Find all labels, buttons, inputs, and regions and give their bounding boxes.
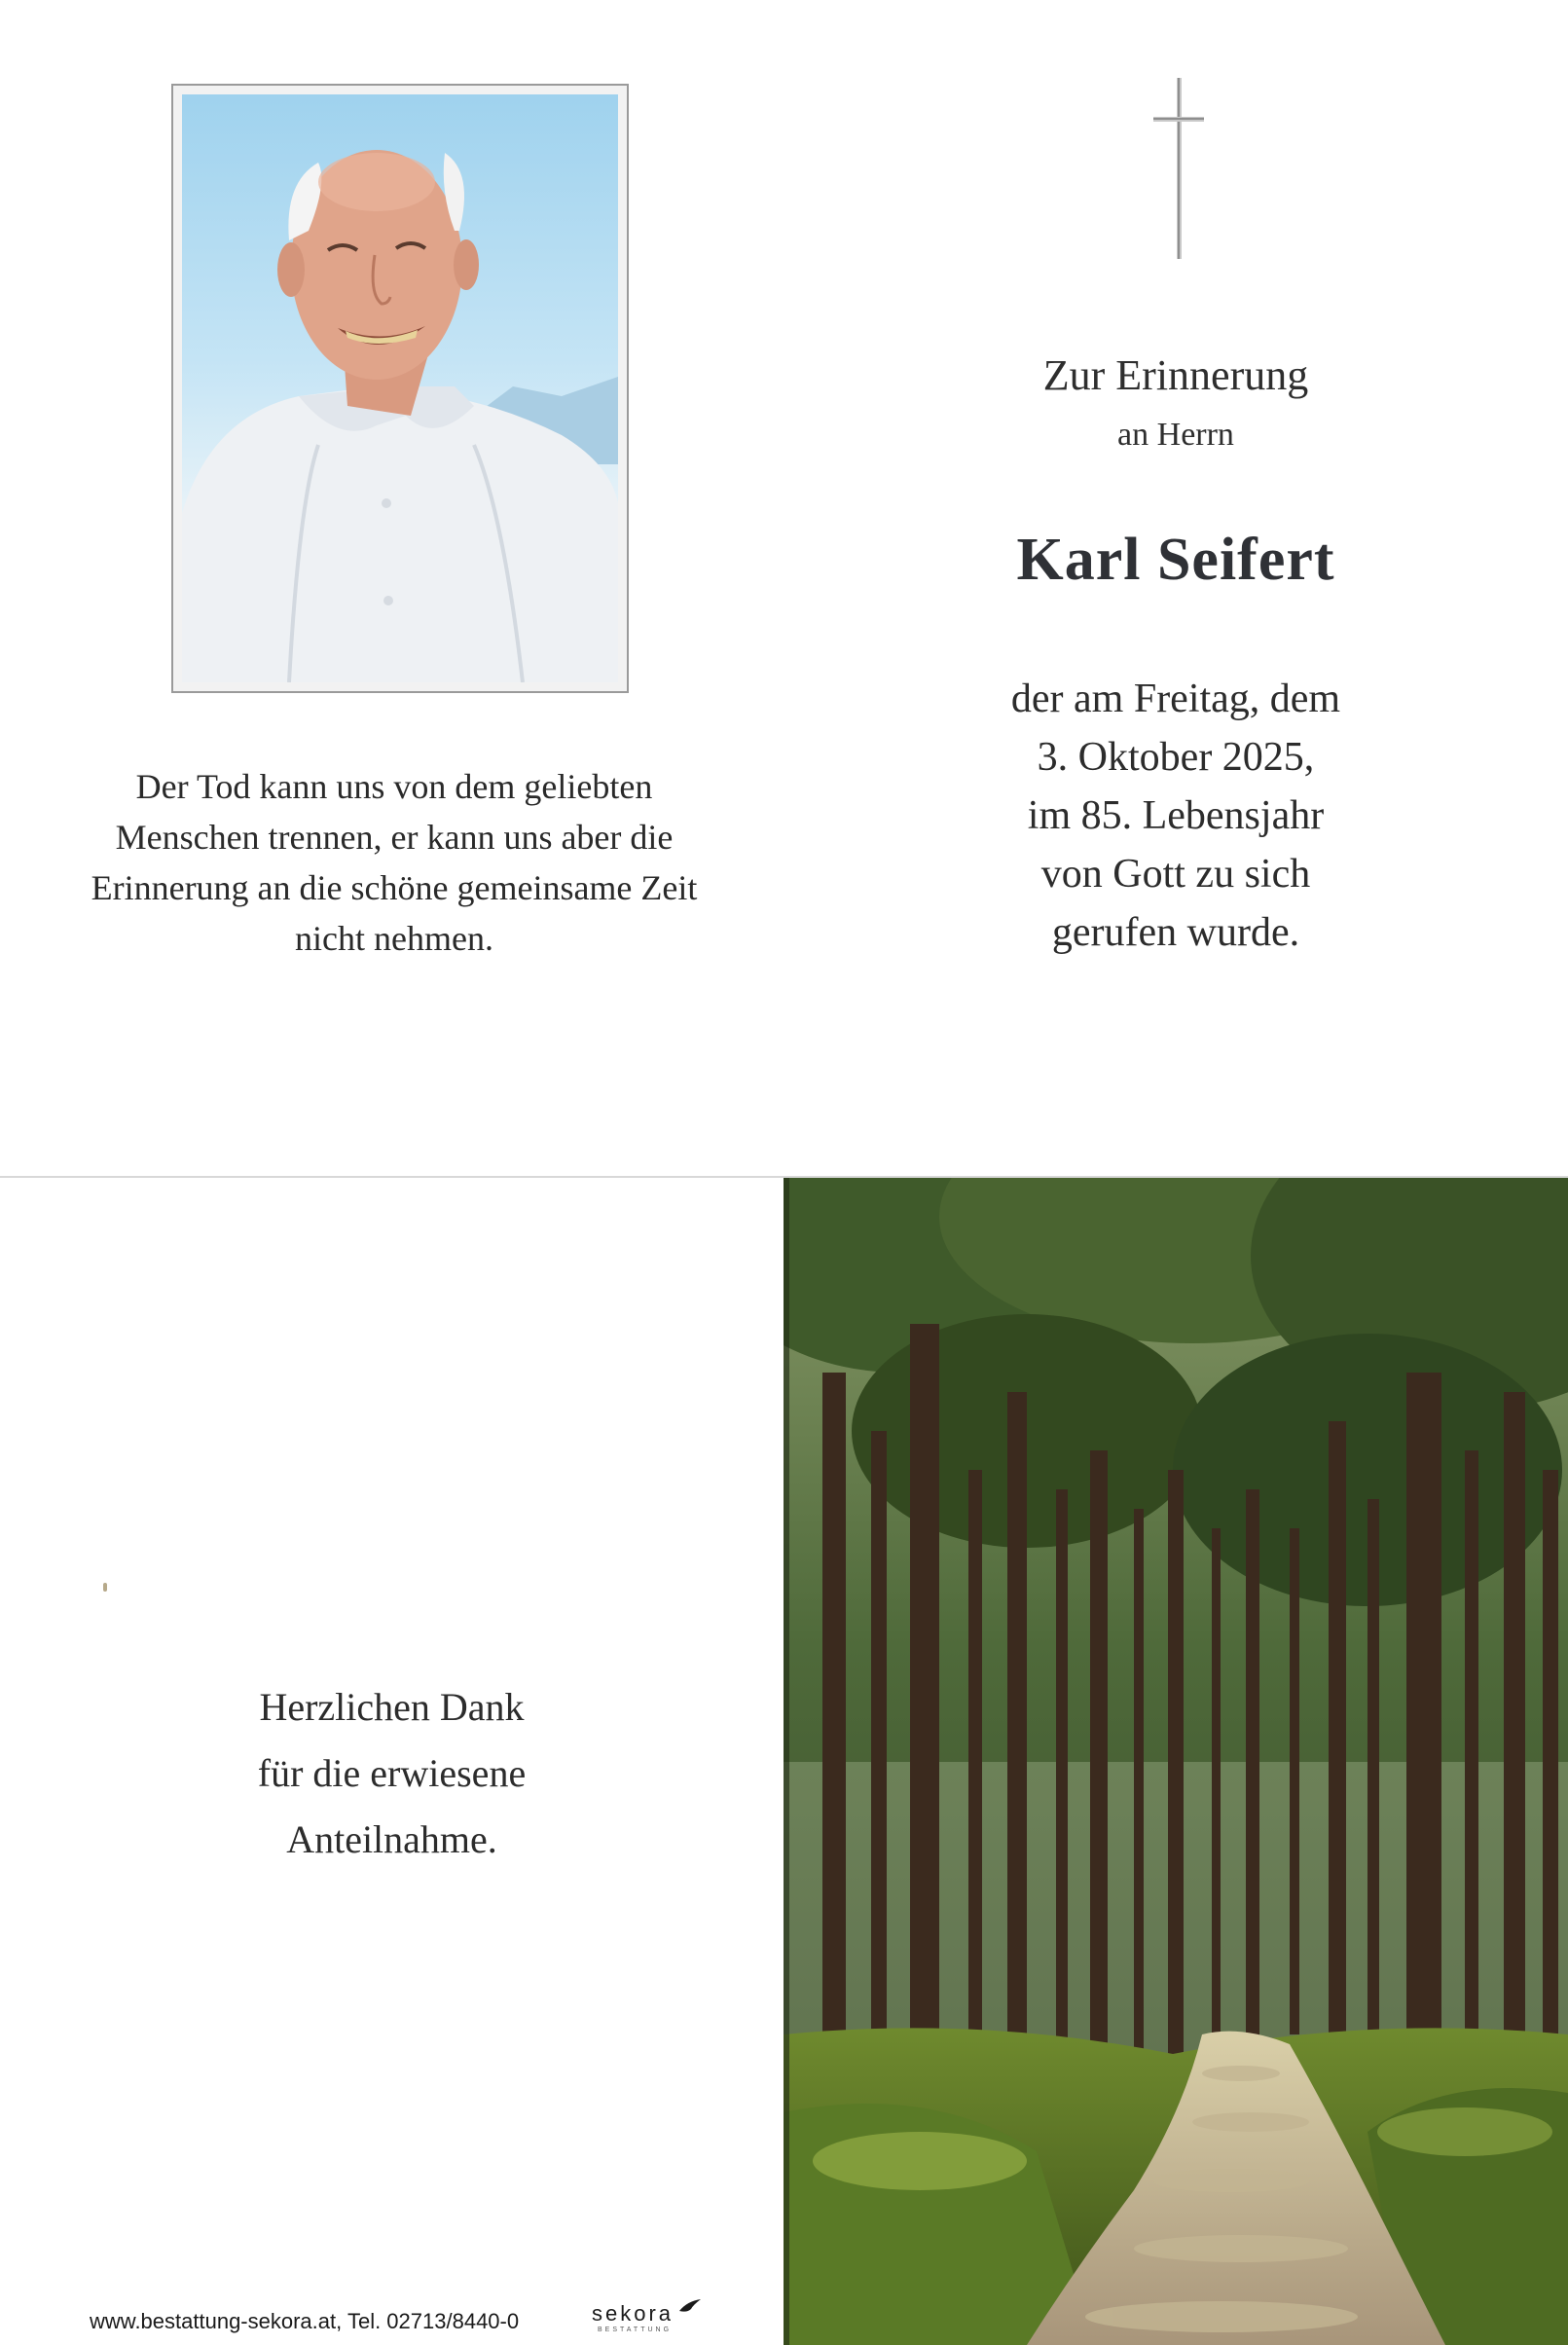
portrait-photo [182,94,618,682]
forest-path-illustration [784,1178,1568,2345]
memory-subheading: an Herrn [1117,417,1234,453]
deceased-name: Karl Seifert [1016,527,1335,593]
thanks-line: Anteilnahme. [286,1817,497,1861]
cross-icon [1151,70,1206,265]
death-line: im 85. Lebensjahr [1027,793,1325,838]
death-line: der am Freitag, dem [1010,677,1341,721]
death-notice [784,670,1568,962]
death-line: von Gott zu sich [1040,852,1311,897]
death-line: 3. Oktober 2025, [1037,735,1315,780]
quote-line: Menschen trennen, er kann uns aber die [115,818,674,857]
thanks-line: Herzlichen Dank [259,1685,525,1729]
footer-contact: www.bestattung-sekora.at, Tel. 02713/8440-0 [90,2309,520,2333]
quote-line: Erinnerung an die schöne gemeinsame Zeit [91,868,698,907]
portrait-frame [171,84,629,693]
thanks-line: für die erwiesene [257,1751,527,1795]
death-line: gerufen wurde. [1051,910,1300,955]
quote-line: Der Tod kann uns von dem geliebten [135,767,653,806]
logo-subtitle: BESTATTUNG [598,2327,673,2333]
thanks-message [0,1674,784,1873]
back-left-panel [0,1178,784,2345]
portrait-illustration [182,94,618,682]
bird-icon [677,2297,703,2317]
memory-heading: Zur Erinnerung [1042,351,1309,399]
logo-name: sekora [592,2301,675,2326]
paper-speck [103,1583,107,1592]
quote-line: nicht nehmen. [295,919,493,958]
sekora-logo [592,2297,709,2336]
memorial-quote [39,761,749,964]
front-left-panel [0,0,784,1176]
forest-image [784,1178,1568,2345]
front-right-panel [784,0,1568,1176]
